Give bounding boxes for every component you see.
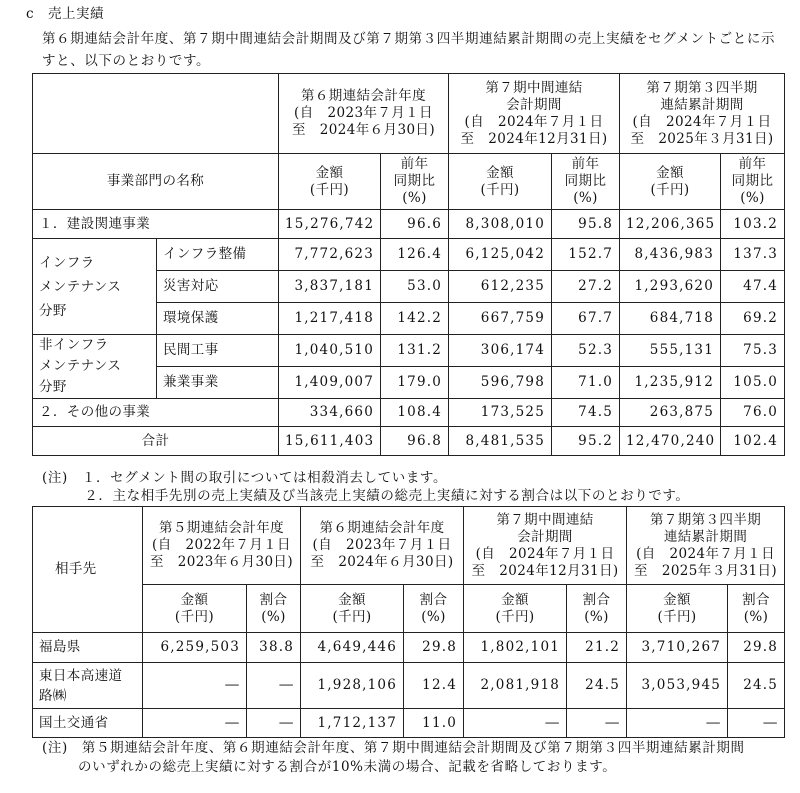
- amount-header: 金額 (千円): [620, 154, 721, 210]
- period-header: 第５期連結会計年度 (自 2022年７月１日 至 2023年６月30日): [143, 507, 301, 585]
- yoy-header: 前年 同期比 (%): [381, 154, 449, 210]
- ratio-header: 割合 (%): [247, 585, 301, 633]
- ratio-header: 割合 (%): [404, 585, 464, 633]
- footnote-line-1: (注) 第５期連結会計年度、第６期連結会計年度、第７期中間連結会計期間及び第７期第３四半期連結累計期間: [42, 740, 745, 756]
- table-row: １．建設関連事業 15,276,742 96.6 8,308,010 95.8 12,206,365 103.2: [33, 210, 785, 239]
- amount-header: 金額 (千円): [449, 154, 552, 210]
- table-row: 兼業事業 1,409,007 179.0 596,798 71.0 1,235,912 105.0: [33, 367, 785, 399]
- table-row: 国土交通省 ― ― 1,712,137 11.0 ― ― ― ―: [33, 709, 785, 738]
- column-header-row: [33, 154, 785, 210]
- table-row: インフラ メンテナンス 分野 インフラ整備 7,772,623 126.4 6,125,042 152.7 8,436,983 137.3: [33, 239, 785, 271]
- period-header: 第６期連結会計年度 (自 2023年７月１日 至 2024年６月30日): [301, 507, 464, 585]
- non-infra-group-label: 非インフラ メンテナンス 分野: [33, 335, 157, 399]
- amount-header: 金額 (千円): [143, 585, 247, 633]
- table-row: 東日本高速道 路㈱ ― ― 1,928,106 12.4 2,081,918 24.5 3,053,945 24.5: [33, 663, 785, 709]
- segment-sales-table: [32, 73, 785, 456]
- period-header-row: [33, 507, 785, 585]
- footnote-line-2: のいずれかの総売上実績に対する割合が10%未満の場合、記載を省略しております。: [78, 759, 617, 775]
- column-header-row: [33, 585, 785, 633]
- footnote: [42, 739, 787, 777]
- ratio-header: 割合 (%): [728, 585, 785, 633]
- infra-group-label: インフラ メンテナンス 分野: [33, 239, 157, 335]
- segment-name-header: 事業部門の名称: [33, 154, 279, 210]
- period-header: 第７期中間連結 会計期間 (自 2024年７月１日 至 2024年12月31日): [449, 74, 620, 154]
- yoy-header: 前年 同期比 (%): [721, 154, 785, 210]
- period-header: 第７期第３四半期 連結累計期間 (自 2024年７月１日 至 2025年３月31日): [627, 507, 785, 585]
- table-row: ２．その他の事業 334,660 108.4 173,525 74.5 263,875 76.0: [33, 399, 785, 427]
- ratio-header: 割合 (%): [567, 585, 627, 633]
- section-heading: c 売上実績: [26, 6, 105, 22]
- period-header: 第６期連結会計年度 (自 2023年７月１日 至 2024年６月30日): [279, 74, 449, 154]
- customer-sales-table: [32, 506, 785, 738]
- period-header-row: [33, 74, 785, 154]
- period-header: 第７期中間連結 会計期間 (自 2024年７月１日 至 2024年12月31日): [464, 507, 627, 585]
- amount-header: 金額 (千円): [627, 585, 728, 633]
- amount-header: 金額 (千円): [464, 585, 567, 633]
- table-row: 災害対応 3,837,181 53.0 612,235 27.2 1,293,620 47.4: [33, 271, 785, 303]
- note-2: ２．主な相手先別の売上実績及び当該売上実績の総売上実績に対する割合は以下のとおりです。: [42, 488, 690, 504]
- yoy-header: 前年 同期比 (%): [552, 154, 620, 210]
- period-header: 第７期第３四半期 連結累計期間 (自 2024年７月１日 至 2025年３月31日): [620, 74, 785, 154]
- total-row: 合計 15,611,403 96.8 8,481,535 95.2 12,470,240 102.4: [33, 427, 785, 456]
- table-row: 環境保護 1,217,418 142.2 667,759 67.7 684,718 69.2: [33, 303, 785, 335]
- table-row: 非インフラ メンテナンス 分野 民間工事 1,040,510 131.2 306,174 52.3 555,131 75.3: [33, 335, 785, 367]
- amount-header: 金額 (千円): [301, 585, 404, 633]
- table-row: 福島県 6,259,503 38.8 4,649,446 29.8 1,802,101 21.2 3,710,267 29.8: [33, 633, 785, 663]
- customer-name-header: 相手先: [33, 507, 143, 633]
- note-1: (注) １．セグメント間の取引については相殺消去しています。: [42, 470, 448, 486]
- amount-header: 金額 (千円): [279, 154, 381, 210]
- intro-text: 第６期連結会計年度、第７期中間連結会計期間及び第７期第３四半期連結累計期間の売上実績をセグメントごとに示すと、以下のとおりです。: [42, 31, 776, 69]
